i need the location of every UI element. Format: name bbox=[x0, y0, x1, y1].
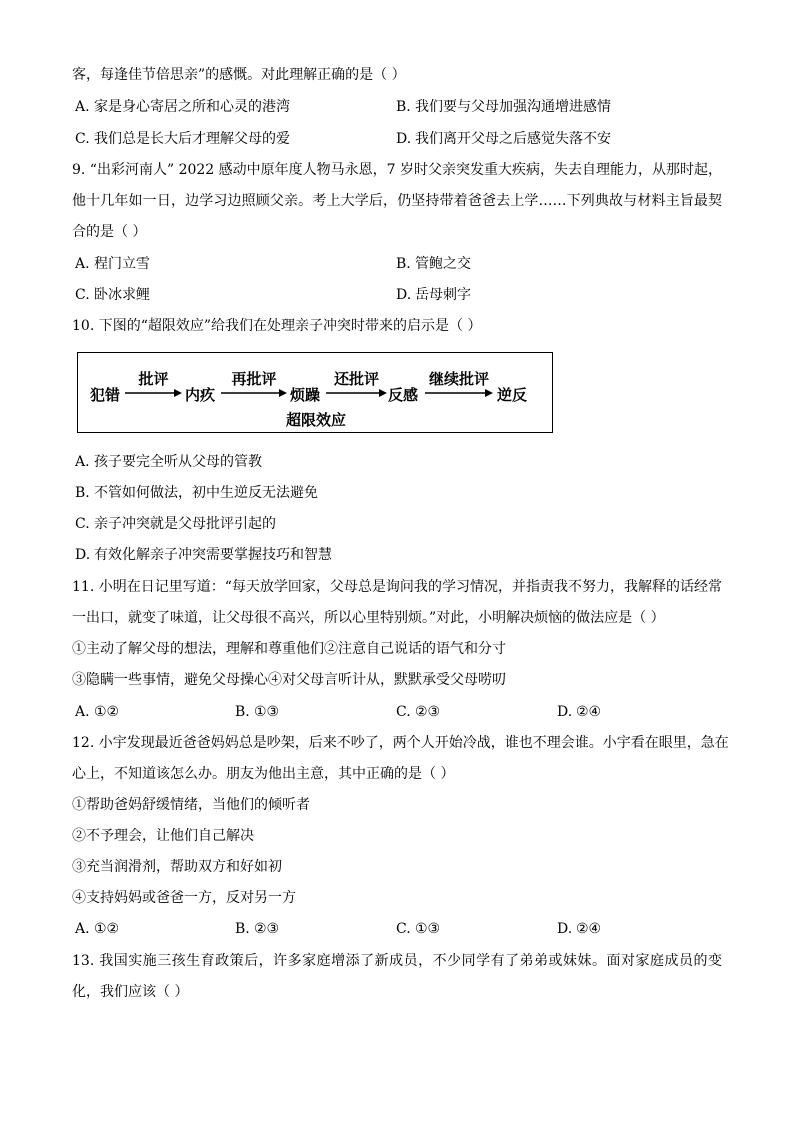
q10-option-d bbox=[75, 545, 332, 565]
arrow-right-icon bbox=[125, 388, 182, 398]
option-text: 我们离开父母之后感觉失落不安 bbox=[415, 131, 611, 147]
option-text: 有效化解亲子冲突需要掌握技巧和智慧 bbox=[94, 547, 332, 563]
q9-option-c bbox=[75, 285, 150, 305]
option-label: B. bbox=[235, 704, 250, 720]
option-label: C. bbox=[396, 704, 411, 720]
q9-stem-line: 9. “出彩河南人” 2022 感动中原年度人物马永恩，7 岁时父亲突发重大疾病，失去自理能力，从那时起， bbox=[72, 162, 723, 178]
diagram-node: 反感 bbox=[388, 386, 419, 404]
q12-option-d bbox=[557, 919, 601, 939]
option-label: C. bbox=[75, 516, 90, 532]
option-label: A. bbox=[75, 921, 90, 937]
option-label: A. bbox=[75, 256, 90, 272]
q12-option-b bbox=[235, 919, 279, 939]
q11-item-line: ①主动了解父母的想法，理解和尊重他们②注意自己说话的语气和分寸 bbox=[72, 641, 506, 657]
option-label: A. bbox=[75, 99, 90, 115]
diagram-arrow bbox=[425, 370, 493, 400]
diagram-node: 内疚 bbox=[185, 386, 216, 404]
option-text: ②③ bbox=[415, 704, 441, 720]
diagram-arrow bbox=[125, 370, 182, 400]
q12-stem-line: 心上，不知道该怎么办。朋友为他出主意，其中正确的是（ ） bbox=[72, 766, 455, 782]
option-text: ①③ bbox=[254, 704, 280, 720]
q9-option-b bbox=[396, 254, 471, 274]
arrow-right-icon bbox=[326, 388, 387, 398]
overlimit-effect-diagram bbox=[77, 352, 553, 433]
option-text: ①② bbox=[94, 704, 120, 720]
q11-option-a bbox=[75, 702, 119, 722]
diagram-arrow-label: 再批评 bbox=[231, 370, 277, 388]
option-text: ②④ bbox=[576, 704, 602, 720]
q13-stem-line: 化，我们应该（ ） bbox=[72, 984, 189, 1000]
q9-option-d bbox=[396, 285, 471, 305]
option-label: C. bbox=[75, 287, 90, 303]
option-text: 家是身心寄居之所和心灵的港湾 bbox=[94, 99, 290, 115]
option-text: 我们总是长大后才理解父母的爱 bbox=[94, 131, 290, 147]
q9-stem-line: 合的是（ ） bbox=[72, 224, 147, 240]
arrow-right-icon bbox=[425, 388, 493, 398]
option-text: 我们要与父母加强沟通增进感情 bbox=[415, 99, 611, 115]
option-label: D. bbox=[557, 921, 573, 937]
option-text: ②③ bbox=[254, 921, 280, 937]
diagram-caption: 超限效应 bbox=[285, 411, 346, 429]
option-label: D. bbox=[557, 704, 573, 720]
q9-stem-line: 他十几年如一日，边学习边照顾父亲。考上大学后，仍坚持带着爸爸去上学……下列典故与材料主旨最契 bbox=[72, 193, 722, 209]
q10-option-c bbox=[75, 514, 276, 534]
diagram-arrow-label: 还批评 bbox=[333, 370, 379, 388]
q11-stem-line: 11. 小明在日记里写道：“每天放学回家，父母总是询问我的学习情况，并指责我不努力，我解释的话经常 bbox=[72, 579, 722, 595]
q8-option-c bbox=[75, 129, 290, 149]
diagram-node: 逆反 bbox=[497, 386, 528, 404]
q11-item-line: ③隐瞒一些事情，避免父母操心④对父母言听计从，默默承受父母唠叨 bbox=[72, 672, 506, 688]
q12-stem-line: 12. 小宇发现最近爸爸妈妈总是吵架，后来不吵了，两个人开始冷战，谁也不理会谁。小宇看在眼里，急在 bbox=[72, 735, 729, 751]
q11-option-d bbox=[557, 702, 601, 722]
q9-option-a bbox=[75, 254, 150, 274]
q10-stem-line: 10. 下图的“超限效应”给我们在处理亲子冲突时带来的启示是（ ） bbox=[72, 318, 482, 334]
q11-option-b bbox=[235, 702, 279, 722]
q10-option-a bbox=[75, 452, 262, 472]
option-label: B. bbox=[75, 485, 90, 501]
option-label: D. bbox=[75, 547, 91, 563]
option-text: ②④ bbox=[576, 921, 602, 937]
option-text: 亲子冲突就是父母批评引起的 bbox=[94, 516, 276, 532]
option-text: 管鲍之交 bbox=[415, 256, 471, 272]
option-label: B. bbox=[396, 256, 411, 272]
option-label: A. bbox=[75, 454, 90, 470]
option-label: B. bbox=[235, 921, 250, 937]
diagram-arrow bbox=[221, 370, 287, 400]
diagram-node: 犯错 bbox=[90, 386, 121, 404]
q8-option-d bbox=[396, 129, 611, 149]
option-text: ①③ bbox=[415, 921, 441, 937]
q12-item-line: ①帮助爸妈舒缓情绪，当他们的倾听者 bbox=[72, 797, 310, 813]
option-label: C. bbox=[75, 131, 90, 147]
q12-item-line: ③充当润滑剂，帮助双方和好如初 bbox=[72, 859, 282, 875]
q12-option-c bbox=[396, 919, 440, 939]
q12-option-a bbox=[75, 919, 119, 939]
option-text: 不管如何做法，初中生逆反无法避免 bbox=[94, 485, 318, 501]
diagram-arrow-label: 继续批评 bbox=[428, 370, 489, 388]
arrow-right-icon bbox=[221, 388, 287, 398]
option-label: D. bbox=[396, 287, 412, 303]
option-label: D. bbox=[396, 131, 412, 147]
diagram-node: 烦躁 bbox=[290, 386, 321, 404]
option-text: 岳母刺字 bbox=[415, 287, 471, 303]
diagram-arrow-label: 批评 bbox=[138, 370, 169, 388]
q12-item-line: ②不予理会，让他们自己解决 bbox=[72, 828, 254, 844]
option-text: ①② bbox=[94, 921, 120, 937]
diagram-arrow bbox=[326, 370, 387, 400]
q10-option-b bbox=[75, 483, 318, 503]
option-text: 卧冰求鲤 bbox=[94, 287, 150, 303]
option-text: 孩子要完全听从父母的管教 bbox=[94, 454, 262, 470]
option-text: 程门立雪 bbox=[94, 256, 150, 272]
q8-option-b bbox=[396, 97, 611, 117]
q11-stem-line: 一出口，就变了味道，让父母很不高兴，所以心里特别烦。”对此，小明解决烦恼的做法应是（ ） bbox=[72, 610, 665, 626]
option-label: B. bbox=[396, 99, 411, 115]
q8-stem-line: 客，每逢佳节倍思亲”的感慨。对此理解正确的是（ ） bbox=[72, 67, 406, 83]
q11-option-c bbox=[396, 702, 440, 722]
option-label: A. bbox=[75, 704, 90, 720]
q13-stem-line: 13. 我国实施三孩生育政策后，许多家庭增添了新成员，不少同学有了弟弟或妹妹。面对家庭成员的变 bbox=[72, 953, 722, 969]
q12-item-line: ④支持妈妈或爸爸一方，反对另一方 bbox=[72, 890, 296, 906]
q8-option-a bbox=[75, 97, 290, 117]
option-label: C. bbox=[396, 921, 411, 937]
